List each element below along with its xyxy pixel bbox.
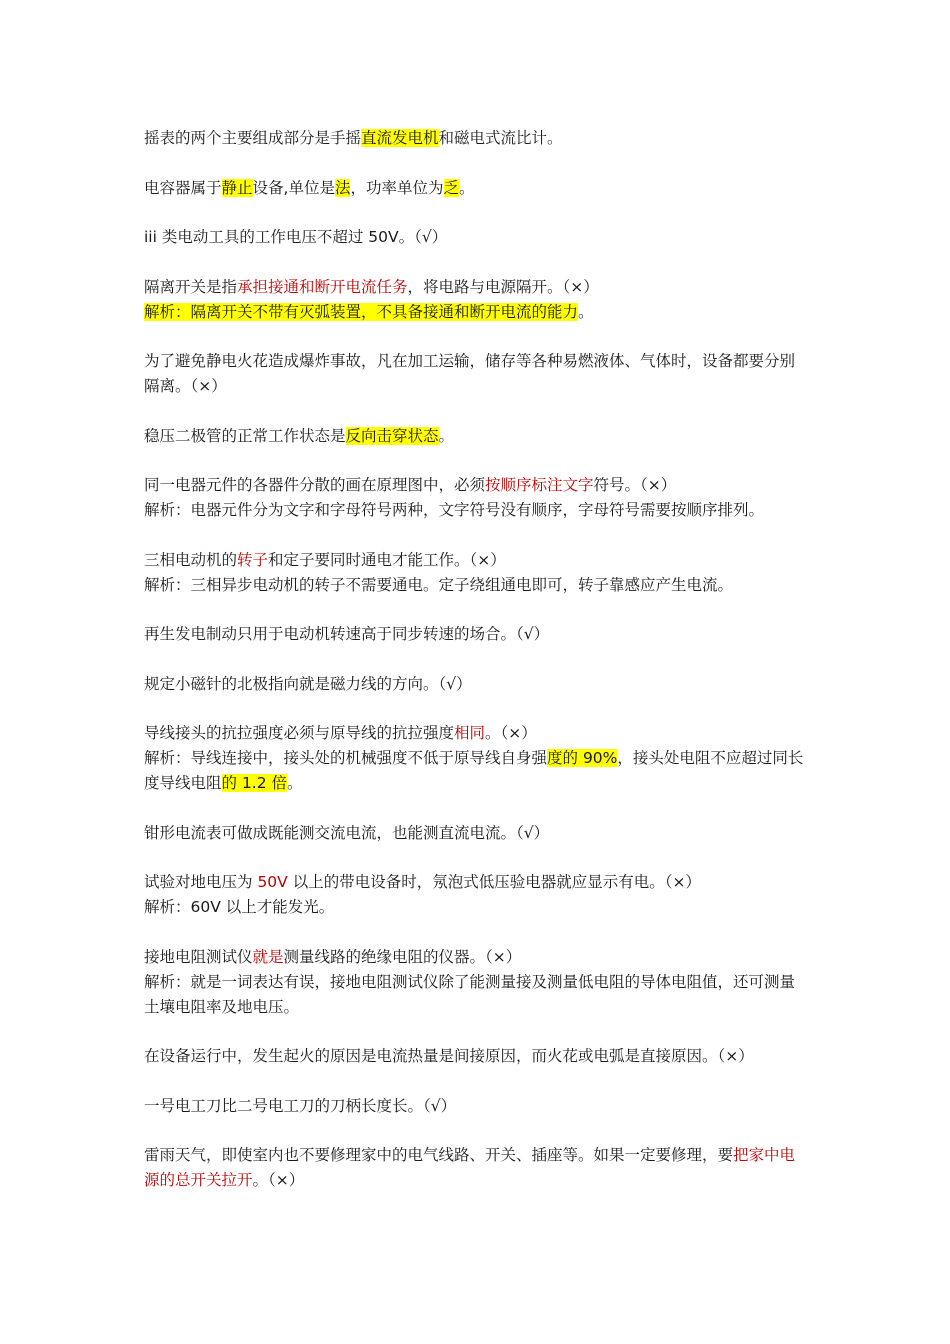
emphasized-text: 相同 [454,724,486,742]
question-text [144,821,810,846]
text-segment: 和定子要同时通电才能工作。（×） [268,550,506,569]
highlighted-text: 解析：隔离开关不带有灭弧装置，不具备接通和断开电流的能力 [144,302,579,321]
highlighted-text: 直流发电机 [361,129,439,147]
text-segment: 解析：导线连接中，接头处的机械强度不低于原导线自身强 [144,749,548,767]
text-segment: 试验对地电压为 [144,873,258,891]
text-segment: 设备,单位是 [252,178,335,197]
text-segment: 稳压二极管的正常工作状态是 [144,426,346,445]
question-item [144,1143,810,1193]
text-segment: 解析：就是一词表达有误，接地电阻测试仪除了能测量接及测量低电阻的导体电阻值，还可测量土壤电阻率及地电压。 [144,972,796,1016]
emphasized-text: 就是 [252,947,284,966]
question-item [144,473,810,523]
text-segment: 摇表的两个主要组成部分是手摇 [144,129,362,147]
text-segment: 雷雨天气，即使室内也不要修理家中的电气线路、开关、插座等。如果一定要修理，要 [144,1146,734,1164]
question-text [144,473,810,498]
question-text [144,1143,810,1193]
text-segment: 。 [578,302,594,321]
text-segment: iii 类电动工具的工作电压不超过 50V。（√） [144,228,448,246]
emphasized-text: 承担接通和断开电流任务 [237,277,408,296]
question-item [144,1094,810,1119]
question-text [144,1094,810,1119]
text-segment: 三相电动机的 [144,550,238,569]
text-segment: 电容器属于 [144,178,222,197]
text-segment: 在设备运行中，发生起火的原因是电流热量是间接原因，而火花或电弧是直接原因。（×） [144,1047,754,1065]
emphasized-text: 转子 [237,550,269,569]
text-segment: 钳形电流表可做成既能测交流电流，也能测直流电流。（√） [144,823,550,842]
question-item [144,176,810,201]
text-segment: 。 [459,178,475,197]
text-segment: 。（×） [252,1171,305,1189]
text-segment: 测量线路的绝缘电阻的仪器。（×） [283,947,522,966]
question-item [144,721,810,796]
question-item [144,1044,810,1069]
question-item [144,424,810,449]
text-segment: 和磁电式流比计。 [438,129,563,147]
question-text [144,349,810,399]
highlighted-text: 法 [334,178,351,197]
explanation-text [144,895,810,920]
question-item [144,821,810,846]
text-segment: ，功率单位为 [350,178,444,197]
question-item [144,945,810,1020]
question-text [144,870,810,895]
question-text [144,721,810,746]
text-segment: ，接头处电阻不应超过同长度导线电阻 [144,749,804,792]
question-text [144,176,810,201]
question-text [144,275,810,300]
explanation-text [144,746,810,796]
text-segment: 符号。（×） [593,476,677,494]
explanation-text [144,573,810,598]
text-segment: 隔离开关是指 [144,277,238,296]
question-item [144,225,810,250]
highlighted-text: 度的 90% [547,749,618,767]
explanation-text [144,300,810,325]
question-text [144,672,810,697]
question-item [144,275,810,325]
text-segment: 导线接头的抗拉强度必须与原导线的抗拉强度 [144,724,455,742]
emphasized-text: 按顺序标注文字 [485,476,594,494]
question-text [144,225,810,250]
question-text [144,424,810,449]
text-segment: 以上的带电设备时，氖泡式低压验电器就应显示有电。（×） [287,873,701,891]
emphasized-text: 50V [257,873,288,891]
text-segment: 再生发电制动只用于电动机转速高于同步转速的场合。（√） [144,625,550,643]
question-item [144,126,810,151]
text-segment: ，将电路与电源隔开。（×） [407,277,599,296]
question-text [144,126,810,151]
text-segment: 规定小磁针的北极指向就是磁力线的方向。（√） [144,674,472,693]
highlighted-text: 乏 [443,178,460,197]
question-item [144,548,810,598]
highlighted-text: 反向击穿状态 [345,426,439,445]
question-item [144,349,810,399]
text-segment: 为了避免静电火花造成爆炸事故，凡在加工运输，储存等各种易燃液体、气体时，设备都要分别隔离。（×） [144,352,796,395]
text-segment: 解析：60V 以上才能发光。 [144,898,335,916]
question-text [144,1044,810,1069]
question-item [144,870,810,920]
emphasized-text: 把家中电源的总开关拉开 [144,1146,796,1189]
highlighted-text: 的 1.2 倍 [221,774,288,792]
text-segment: 同一电器元件的各器件分散的画在原理图中，必须 [144,476,486,494]
text-segment: 。 [438,426,455,445]
question-text [144,945,810,970]
text-segment: 一号电工刀比二号电工刀的刀柄长度长。（√） [144,1096,457,1115]
explanation-text [144,498,810,523]
explanation-text [144,970,810,1020]
text-segment: 解析：三相异步电动机的转子不需要通电。定子绕组通电即可，转子靠感应产生电流。 [144,575,734,594]
question-item [144,672,810,697]
text-segment: 。（×） [485,724,537,742]
text-segment: 。 [287,774,303,792]
highlighted-text: 静止 [221,178,253,197]
text-segment: 接地电阻测试仪 [144,947,253,966]
question-text [144,548,810,573]
text-segment: 解析：电器元件分为文字和字母符号两种，文字符号没有顺序，字母符号需要按顺序排列。 [144,501,765,519]
question-text [144,622,810,647]
question-item [144,622,810,647]
